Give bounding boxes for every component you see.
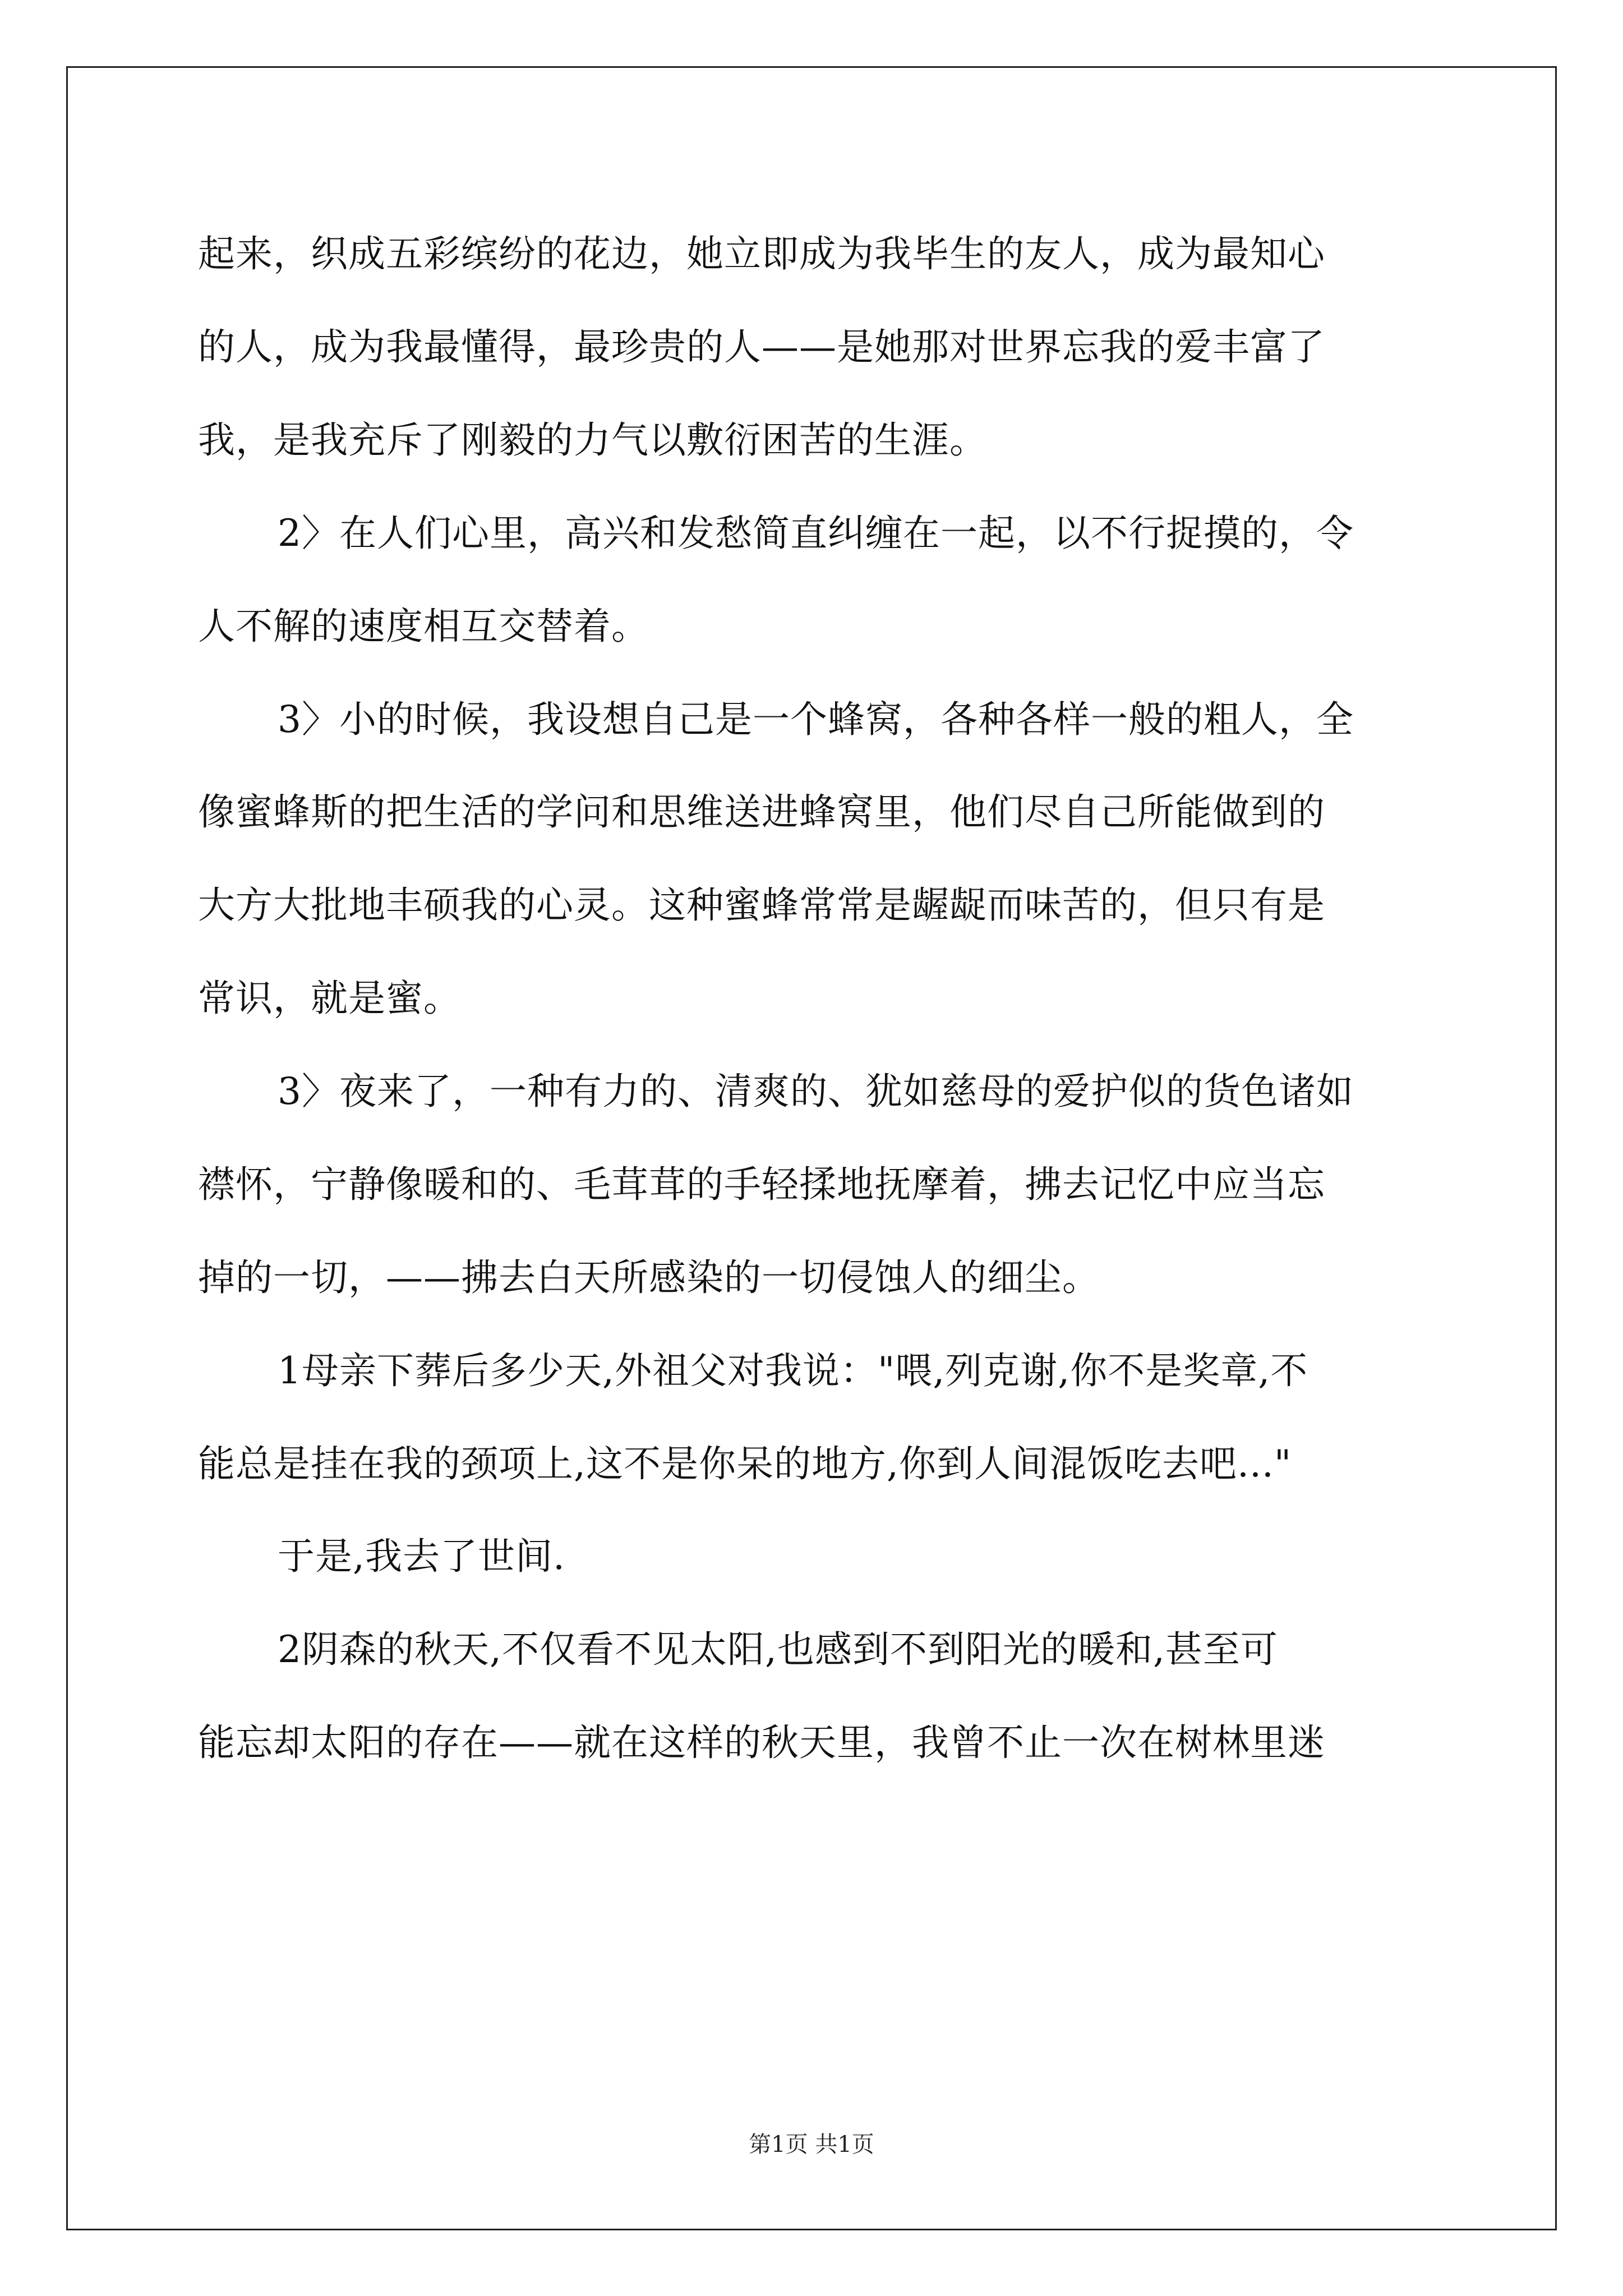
text-line-2: 的人，成为我最懂得，最珍贵的人——是她那对世界忘我的爱丰富了 — [198, 325, 1325, 369]
text-line-4: 2〉在人们心里，高兴和发愁简直纠缠在一起，以不行捉摸的，令 — [278, 512, 1354, 555]
text-line-13: 1母亲下葬后多少天,外祖父对我说："喂,列克谢,你不是奖章,不 — [278, 1349, 1308, 1392]
page-number-footer: 第1页 共1页 — [749, 2132, 874, 2157]
text-line-12: 掉的一切，——拂去白天所感染的一切侵蚀人的细尘。 — [198, 1256, 1100, 1299]
text-line-7: 像蜜蜂斯的把生活的学问和思维送进蜂窝里，他们尽自己所能做到的 — [198, 790, 1325, 834]
text-line-8: 大方大批地丰硕我的心灵。这种蜜蜂常常是龌龊而味苦的，但只有是 — [198, 884, 1325, 927]
text-line-10: 3〉夜来了，一种有力的、清爽的、犹如慈母的爱护似的货色诸如 — [278, 1070, 1354, 1113]
text-line-14: 能总是挂在我的颈项上,这不是你呆的地方,你到人间混饭吃去吧..." — [198, 1442, 1292, 1485]
text-line-16: 2阴森的秋天,不仅看不见太阳,也感到不到阳光的暖和,甚至可 — [278, 1628, 1278, 1671]
text-line-5: 人不解的速度相互交替着。 — [198, 605, 649, 648]
page-border — [66, 66, 1557, 2230]
text-line-17: 能忘却太阳的存在——就在这样的秋天里，我曾不止一次在树林里迷 — [198, 1721, 1325, 1764]
text-line-6: 3〉小的时候，我设想自己是一个蜂窝，各种各样一般的粗人，全 — [278, 698, 1354, 741]
text-line-3: 我，是我充斥了刚毅的力气以敷衍困苦的生涯。 — [198, 418, 987, 462]
text-line-11: 襟怀，宁静像暖和的、毛茸茸的手轻揉地抚摩着，拂去记忆中应当忘 — [198, 1163, 1325, 1206]
text-line-1: 起来，织成五彩缤纷的花边，她立即成为我毕生的友人，成为最知心 — [198, 232, 1325, 275]
text-line-15: 于是,我去了世间. — [278, 1535, 565, 1578]
text-line-9: 常识，就是蜜。 — [198, 977, 461, 1020]
